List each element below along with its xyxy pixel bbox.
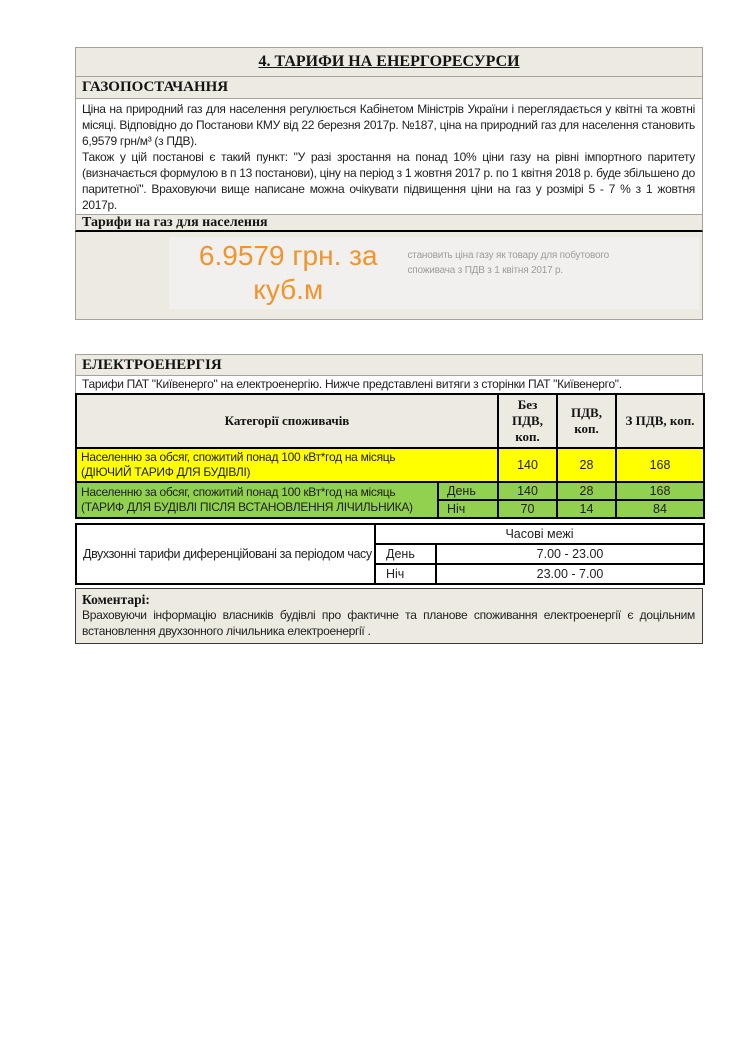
col-header-no-vat: Без ПДВ, коп. bbox=[498, 394, 557, 448]
current-tariff-row bbox=[76, 448, 704, 482]
current-tariff-category bbox=[76, 448, 498, 482]
gas-paragraph-2: Також у цій постанові є такий пункт: "У разі зростання на понад 10% ціни газу на рівні імпортного паритету (визначається формулою в п 13 постанови), ціну на період з 1 жовтня 2017 р. по 1 квітня 2018 р. буде збільшено до паритетної". Враховуючи вище написане можна очікувати підвищення ціни на газ у розмірі 5 - 7 % з 1 жовтня 2017р. bbox=[82, 150, 695, 212]
meter-tariff-day-no-vat: 140 bbox=[498, 482, 557, 500]
col-header-category: Категорії споживачів bbox=[76, 394, 498, 448]
col-header-with-vat: З ПДВ, коп. bbox=[616, 394, 704, 448]
tariff-table-header-row bbox=[76, 394, 704, 448]
meter-tariff-day-vat: 28 bbox=[557, 482, 616, 500]
section-gap bbox=[75, 320, 703, 354]
gas-price-box bbox=[169, 237, 699, 309]
meter-tariff-night-no-vat: 70 bbox=[498, 500, 557, 518]
gas-description bbox=[75, 99, 703, 215]
zone-night-label: Ніч bbox=[375, 564, 436, 584]
meter-tariff-day-row bbox=[76, 482, 704, 500]
meter-tariff-night-label: Ніч bbox=[438, 500, 498, 518]
electricity-tariff-table bbox=[75, 393, 705, 519]
two-zone-table bbox=[75, 523, 705, 585]
meter-tariff-day-with-vat: 168 bbox=[616, 482, 704, 500]
gas-price-value: 6.9579 грн. за куб.м bbox=[198, 240, 378, 305]
gas-price-caption: становить ціна газу як товару для побутового споживача з ПДВ з 1 квітня 2017 р. bbox=[407, 250, 609, 276]
gas-tariff-header: Тарифи на газ для населення bbox=[75, 215, 703, 232]
electricity-intro: Тарифи ПАТ "Київенерго" на електроенергію. Нижче представлені витяги з сторінки ПАТ "Київенерго". bbox=[75, 376, 703, 393]
meter-tariff-category-line1: Населенню за обсяг, спожитий понад 100 кВт*год на місяць bbox=[81, 485, 396, 499]
meter-tariff-night-with-vat: 84 bbox=[616, 500, 704, 518]
zone-day-range: 7.00 - 23.00 bbox=[436, 544, 704, 564]
zone-header: Часові межі bbox=[375, 524, 704, 544]
current-tariff-category-line2: (ДІЮЧИЙ ТАРИФ ДЛЯ БУДІВЛІ) bbox=[81, 465, 251, 479]
page-title: 4. ТАРИФИ НА ЕНЕРГОРЕСУРСИ bbox=[258, 53, 520, 70]
meter-tariff-category bbox=[76, 482, 438, 518]
current-tariff-vat: 28 bbox=[557, 448, 616, 482]
electricity-section-header: ЕЛЕКТРОЕНЕРГІЯ bbox=[75, 354, 703, 376]
gas-paragraph-1: Ціна на природний газ для населення регулюється Кабінетом Міністрів України і переглядається у квітні та жовтні місяці. Відповідно до Постанови КМУ від 22 березня 2017р. №187, ціна на природний газ для населення становить 6,9579 грн/м³ (з ПДВ). bbox=[82, 102, 695, 148]
gas-price-area bbox=[75, 232, 703, 320]
current-tariff-with-vat: 168 bbox=[616, 448, 704, 482]
document-body bbox=[75, 47, 703, 644]
comments-header: Коментарі: bbox=[82, 592, 150, 607]
zone-day-label: День bbox=[375, 544, 436, 564]
zone-category: Двухзонні тарифи диференційовані за періодом часу bbox=[76, 524, 375, 584]
gas-section-header: ГАЗОПОСТАЧАННЯ bbox=[75, 77, 703, 99]
meter-tariff-day-label: День bbox=[438, 482, 498, 500]
comments-text: Враховуючи інформацію власників будівлі про фактичне та планове споживання електроенергії є доцільним встановлення двухзонного лічильника електроенергії . bbox=[82, 608, 695, 638]
current-tariff-no-vat: 140 bbox=[498, 448, 557, 482]
zone-header-row bbox=[76, 524, 704, 544]
col-header-vat: ПДВ, коп. bbox=[557, 394, 616, 448]
zone-night-range: 23.00 - 7.00 bbox=[436, 564, 704, 584]
meter-tariff-category-line2: (ТАРИФ ДЛЯ БУДІВЛІ ПІСЛЯ ВСТАНОВЛЕННЯ ЛІЧИЛЬНИКА) bbox=[81, 500, 413, 514]
meter-tariff-night-vat: 14 bbox=[557, 500, 616, 518]
current-tariff-category-line1: Населенню за обсяг, спожитий понад 100 кВт*год на місяць bbox=[81, 450, 396, 464]
page-title-bar bbox=[75, 47, 703, 77]
comments-box bbox=[75, 588, 703, 644]
